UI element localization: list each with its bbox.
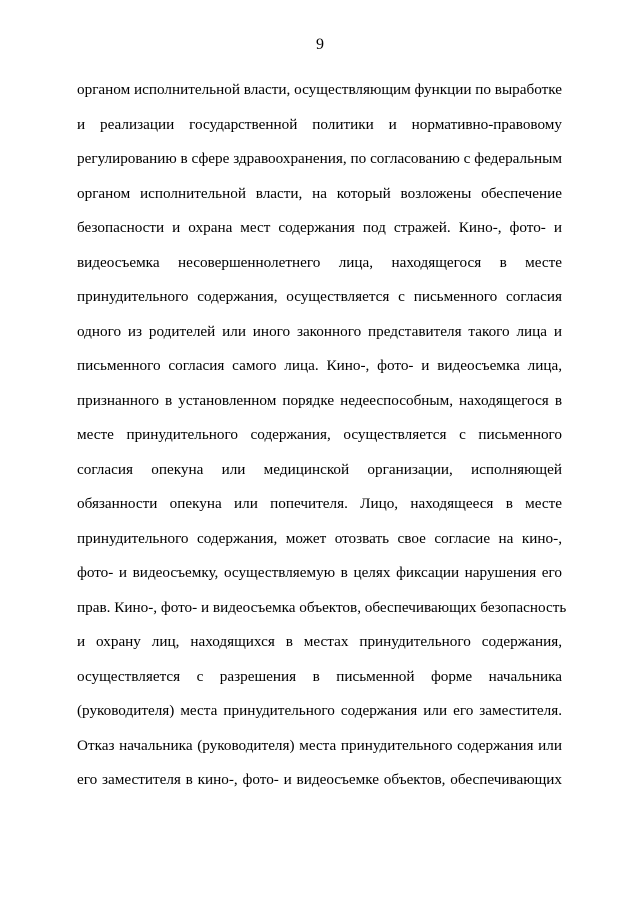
- text-line-17: и охрану лиц, находящихся в местах принудительного содержания,: [77, 633, 562, 650]
- text-line-5: безопасности и охрана мест содержания под стражей. Кино-, фото- и: [77, 219, 562, 236]
- text-line-11: месте принудительного содержания, осуществляется с письменного: [77, 426, 562, 443]
- text-line-6: видеосъемка несовершеннолетнего лица, находящегося в месте: [77, 253, 562, 271]
- text-line-9: письменного согласия самого лица. Кино-, фото- и видеосъемка лица,: [77, 357, 562, 374]
- text-line-8: одного из родителей или иного законного представителя такого лица и: [77, 322, 562, 340]
- body-paragraph: [77, 73, 567, 798]
- text-line-3: регулированию в сфере здравоохранения, по согласованию с федеральным: [77, 150, 562, 167]
- text-line-13: обязанности опекуна или попечителя. Лицо, находящееся в месте: [77, 495, 562, 512]
- text-line-1: органом исполнительной власти, осуществляющим функции по выработке: [77, 81, 563, 98]
- text-line-15: фото- и видеосъемку, осуществляемую в целях фиксации нарушения его: [77, 564, 562, 581]
- text-line-14: принудительного содержания, может отозвать свое согласие на кино-,: [77, 529, 562, 547]
- text-line-10: признанного в установленном порядке недееспособным, находящегося в: [77, 391, 562, 409]
- text-line-21: его заместителя в кино-, фото- и видеосъемке объектов, обеспечивающих: [77, 771, 562, 788]
- text-line-19: (руководителя) места принудительного содержания или его заместителя.: [77, 702, 562, 719]
- text-line-18: осуществляется с разрешения в письменной форме начальника: [77, 667, 562, 685]
- text-line-12: согласия опекуна или медицинской организации, исполняющей: [77, 460, 562, 478]
- text-line-4: органом исполнительной власти, на который возложены обеспечение: [77, 184, 562, 202]
- text-line-20: Отказ начальника (руководителя) места принудительного содержания или: [77, 736, 562, 754]
- page-number: 9: [316, 36, 324, 53]
- text-line-7: принудительного содержания, осуществляется с письменного согласия: [77, 288, 562, 305]
- text-line-16: прав. Кино-, фото- и видеосъемка объектов, обеспечивающих безопасность: [77, 598, 567, 616]
- text-line-2: и реализации государственной политики и нормативно-правовому: [77, 115, 562, 133]
